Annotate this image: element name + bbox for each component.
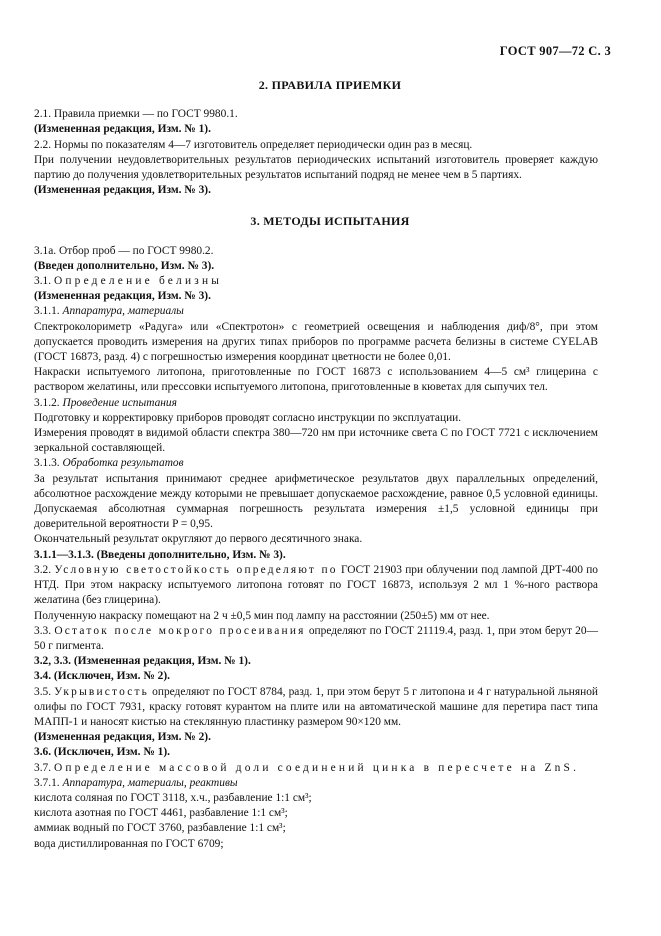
clause-2-2: 2.2. Нормы по показателям 4—7 изготовитель определяет периодически один раз в месяц. bbox=[34, 138, 473, 151]
para-measurement: Измерения проводят в видимой области спектра 380—720 нм при источнике света С по ГОСТ 7721 с исключением зеркальной составляющей. bbox=[34, 427, 598, 455]
para-spectrocolorimeter: Спектроколориметр «Радуга» или «Спектротон» с геометрией освещения и наблюдения диф/8°, при этом допускается проводить измерения на других типах приборов по программе расчета белизны в системе CYELAB (ГОСТ 16873, разд. 4) с погрешностью измерения координат цветности не более 0,01. bbox=[34, 320, 598, 364]
list-item: аммиак водный по ГОСТ 3760, разбавление 1:1 см³; bbox=[34, 822, 286, 835]
clause-3-5: 3.5. Укрывистость определяют по ГОСТ 8784, разд. 1, при этом берут 5 г литопона и 4 г натуральной льняной олифы по ГОСТ 7931, краску готовят курантом на плите или на автоматической машине для перетира паст типа МАПП-1 и наносят кистью на стеклянную пластинку размером 90×120 мм. bbox=[34, 685, 598, 728]
document-body bbox=[34, 38, 598, 852]
list-item: кислота азотная по ГОСТ 4461, разбавление 1:1 см³; bbox=[34, 807, 288, 820]
section-2-title: 2. ПРАВИЛА ПРИЕМКИ bbox=[258, 78, 402, 92]
clause-3-1-2: 3.1.2. Проведение испытания bbox=[34, 396, 177, 409]
clause-3-7-1: 3.7.1. Аппаратура, материалы, реактивы bbox=[34, 776, 238, 789]
list-item: кислота соляная по ГОСТ 3118, х.ч., разбавление 1:1 см³; bbox=[34, 791, 312, 804]
clause-3-7: 3.7. Определение массовой доли соединений цинка в пересчете на ZnS. bbox=[34, 761, 580, 774]
clause-3-1-3: 3.1.3. Обработка результатов bbox=[34, 457, 184, 470]
page-header: ГОСТ 907—72 С. 3 bbox=[499, 44, 611, 58]
clause-3-1-1: 3.1.1. Аппаратура, материалы bbox=[34, 305, 184, 318]
clause-3-1-1-3-note: 3.1.1—3.1.3. (Введены дополнительно, Изм. № 3). bbox=[34, 548, 286, 561]
para-exposure: Полученную накраску помещают на 2 ч ±0,5 мин под лампу на расстоянии (250±5) мм от нее. bbox=[34, 609, 490, 622]
para-nakraski: Накраски испытуемого литопона, приготовленные по ГОСТ 16873 с использованием 4—5 см³ глицерина с раствором желатины, или прессовки испытуемого литопона, приготовленные в кюветах для сыпучих тел. bbox=[34, 366, 598, 394]
clause-2-1: 2.1. Правила приемки — по ГОСТ 9980.1. bbox=[34, 108, 238, 121]
clause-3-2: 3.2. Условную светостойкость определяют по ГОСТ 21903 при облучении под лампой ДРТ-400 по НТД. При этом накраску испытуемого литопона готовят по ГОСТ 16873, используя 2 мл 1 %-ного раствора желатина (без глицерина). bbox=[34, 563, 598, 607]
para-rounding: Окончательный результат округляют до первого десятичного знака. bbox=[34, 533, 363, 546]
clause-3-3: 3.3. Остаток после мокрого просеивания определяют по ГОСТ 21119.4, разд. 1, при этом берут 20—50 г пигмента. bbox=[34, 624, 598, 652]
para-result: За результат испытания принимают среднее арифметическое результатов двух параллельных определений, абсолютное расхождение между которыми не превышает допускаемое расхождение, равное 0,5 условной единицы. Допускаемая абсолютная суммарная погрешность результата измерения ±1,5 условной единицы при доверительной вероятности P = 0,95. bbox=[34, 472, 598, 531]
clause-3-1: 3.1. Определение белизны bbox=[34, 275, 223, 288]
clause-3-2-3-3-note: 3.2, 3.3. (Измененная редакция, Изм. № 1). bbox=[34, 655, 251, 668]
para-preparation: Подготовку и корректировку приборов проводят согласно инструкции по эксплуатации. bbox=[34, 411, 462, 424]
section-3-title: 3. МЕТОДЫ ИСПЫТАНИЯ bbox=[250, 214, 410, 229]
clause-3-5-note: (Измененная редакция, Изм. № 2). bbox=[34, 731, 211, 744]
clause-3-1a: 3.1а. Отбор проб — по ГОСТ 9980.2. bbox=[34, 244, 214, 257]
clause-3-1-note: (Измененная редакция, Изм. № 3). bbox=[34, 290, 211, 303]
clause-2-2-para: При получении неудовлетворительных результатов периодических испытаний изготовитель проверяет каждую партию до получения удовлетворительных результатов испытаний подряд не менее чем в 5 партиях. bbox=[34, 153, 598, 182]
list-item: вода дистиллированная по ГОСТ 6709; bbox=[34, 837, 224, 850]
clause-2-1-note: (Измененная редакция, Изм. № 1). bbox=[34, 123, 211, 136]
clause-3-1a-note: (Введен дополнительно, Изм. № 3). bbox=[34, 259, 215, 272]
clause-2-2-note: (Измененная редакция, Изм. № 3). bbox=[34, 184, 211, 197]
clause-3-6: 3.6. (Исключен, Изм. № 1). bbox=[34, 746, 170, 759]
clause-3-4: 3.4. (Исключен, Изм. № 2). bbox=[34, 670, 170, 683]
